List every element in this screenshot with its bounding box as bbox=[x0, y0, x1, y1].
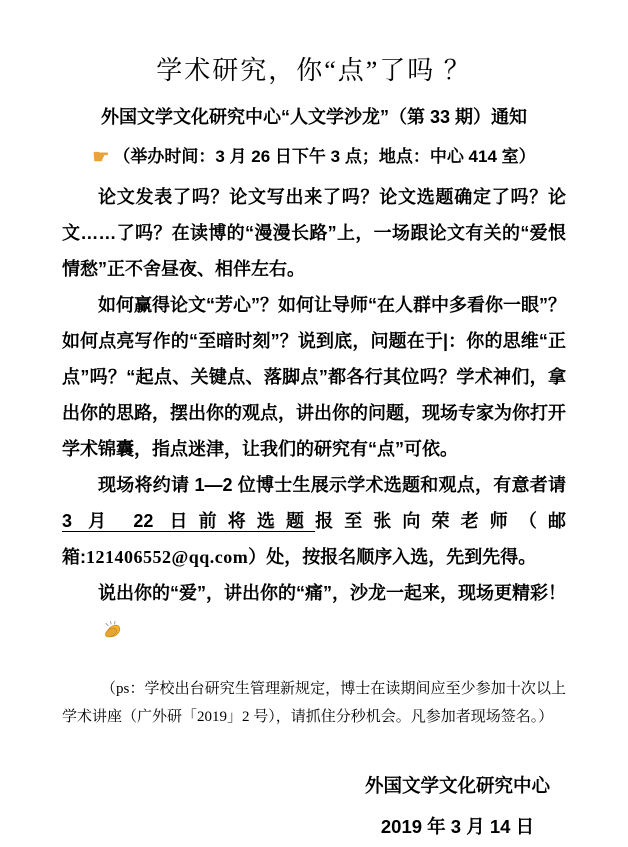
slogan-text: 说出你的“爱”，讲出你的“痛”，沙龙一起来，现场更精彩！ bbox=[98, 583, 566, 603]
contact-email: 121406552@qq.com bbox=[86, 547, 249, 567]
ps-note: （ps：学校出台研究生管理新规定，博士在读期间应至少参加十次以上学术讲座（广外研「2019」2 号），请抓住分秒机会。凡参加者现场签名。） bbox=[62, 681, 566, 725]
signature-date: 2019 年 3 月 14 日 bbox=[380, 816, 535, 837]
paragraph-questions: 如何赢得论文“芳心”？如何让导师“在人群中多看你一眼”？如何点亮写作的“至暗时刻”？说到底，问题在于|：你的思维“正点”吗？“起点、关键点、落脚点”都各行其位吗？学术神们，拿出你的思路，摆出你的观点，讲出你的问题，现场专家为你打开学术锦囊，指点迷津，让我们的研究有“点”可依。 bbox=[62, 295, 566, 459]
signup-mid-text: 报至张向荣老师（邮箱: bbox=[62, 511, 566, 567]
deadline-emphasis: 3 月 22 日前将选题 bbox=[62, 511, 316, 531]
clapping-hands-icon bbox=[66, 615, 123, 651]
paragraph-signup bbox=[62, 467, 566, 575]
notice-heading: 外国文学文化研究中心“人文学沙龙”（第 33 期）通知 bbox=[100, 107, 528, 127]
document-title: 学术研究，你“点”了吗 ？ bbox=[156, 56, 472, 85]
signature-block bbox=[365, 765, 550, 847]
signup-lead-text: 现场将约请 1—2 位博士生展示学术选题和观点，有意者请 bbox=[98, 475, 566, 495]
paragraph-intro: 论文发表了吗？论文写出来了吗？论文选题确定了吗？论文……了吗？在读博的“漫漫长路”上，一场跟论文有关的“爱恨情愁”正不舍昼夜、相伴左右。 bbox=[62, 187, 566, 279]
signature-org: 外国文学文化研究中心 bbox=[364, 775, 550, 796]
event-info-line bbox=[62, 142, 566, 169]
pointing-finger-icon: ☛ bbox=[92, 147, 110, 168]
signup-tail-text: ）处，按报名顺序入选，先到先得。 bbox=[248, 547, 537, 567]
slogan-line bbox=[62, 575, 566, 651]
event-info-text: （举办时间：3 月 26 日下午 3 点；地点：中心 414 室） bbox=[113, 147, 536, 166]
